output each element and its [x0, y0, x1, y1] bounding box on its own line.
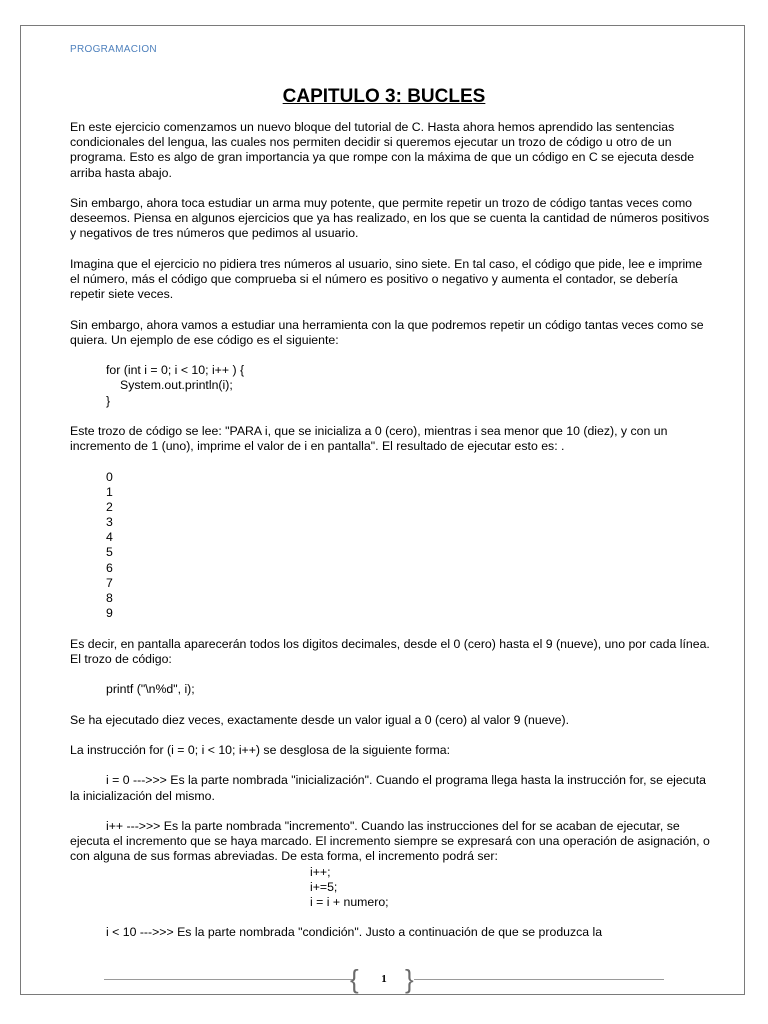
page-number: 1	[381, 973, 387, 985]
code-line: printf ("\n%d", i);	[106, 682, 195, 697]
paragraph: Sin embargo, ahora toca estudiar un arma muy potente, que permite repetir un trozo de código tantas veces como deseemos. Piensa en algunos ejercicios que ya has realizado, en los que se cuenta la cantidad de números positivos y negativos de tres números que pedimos al usuario.	[70, 196, 710, 241]
code-block-for-loop	[70, 363, 710, 409]
increment-forms-list	[70, 865, 710, 911]
paragraph: Sin embargo, ahora vamos a estudiar una herramienta con la que podremos repetir un código tantas veces como se quiera. Un ejemplo de ese código es el siguiente:	[70, 317, 704, 347]
output-digit: 1	[106, 484, 113, 499]
document-body	[70, 120, 710, 956]
paragraph: Es decir, en pantalla aparecerán todos los digitos decimales, desde el 0 (cero) hasta el 9 (nueve), uno por cada línea. El trozo de código:	[70, 636, 710, 666]
paragraph: En este ejercicio comenzamos un nuevo bloque del tutorial de C. Hasta ahora hemos aprendido las sentencias condicionales del lengua, las cuales nos permiten decidir si queremos ejecutar un trozo de código u otro de un programa. Esto es algo de gran importancia ya que rompe con la máxima de que un código en C se ejecuta desde arriba hasta abajo.	[70, 120, 695, 180]
paragraph-condition: i < 10 --->>> Es la parte nombrada "condición". Justo a continuación de que se produzca la	[106, 925, 603, 940]
paragraph: La instrucción for (i = 0; i < 10; i++) se desglosa de la siguiente forma:	[70, 742, 451, 757]
chapter-title: CAPITULO 3: BUCLES	[282, 86, 486, 107]
increment-form: i = i + numero;	[310, 894, 389, 909]
code-line: }	[106, 393, 111, 408]
header-label: PROGRAMACION	[70, 44, 157, 55]
footer-rule-left	[104, 979, 354, 980]
paragraph: Se ha ejecutado diez veces, exactamente desde un valor igual a 0 (cero) al valor 9 (nueve).	[70, 712, 569, 727]
output-digit: 0	[106, 469, 113, 484]
output-digit: 3	[106, 515, 113, 530]
increment-form: i+=5;	[310, 879, 338, 894]
output-digit: 8	[106, 591, 113, 606]
output-digit: 4	[106, 530, 113, 545]
output-digit: 9	[106, 606, 113, 621]
footer-brace-left: {	[350, 964, 359, 994]
increment-form: i++;	[310, 864, 331, 879]
output-digit: 5	[106, 545, 113, 560]
output-digit: 7	[106, 575, 113, 590]
code-block-printf	[70, 682, 710, 697]
code-line: System.out.println(i);	[120, 378, 233, 393]
paragraph-increment: i++ --->>> Es la parte nombrada "incremento". Cuando las instrucciones del for se acaban de ejecutar, se ejecuta el incremento que se haya marcado. El incremento siempre se expresará con una operación de asignación, o con alguna de sus formas abreviadas. De esta forma, el incremento podrá ser:	[70, 818, 710, 864]
output-digit: 2	[106, 499, 113, 514]
paragraph: Imagina que el ejercicio no pidiera tres números al usuario, sino siete. En tal caso, el código que pide, lee e imprime el número, más el código que comprueba si el número es positivo o negativo y aumenta el contador, se debería repetir siete veces.	[70, 256, 703, 302]
footer-brace-right: }	[405, 964, 414, 994]
paragraph-initialization: i = 0 --->>> Es la parte nombrada "inicialización". Cuando el programa llega hasta la instrucción for, se ejecuta la inicialización del mismo.	[70, 773, 706, 803]
output-digit: 6	[106, 560, 113, 575]
output-digits-list	[70, 470, 710, 622]
footer-rule-right	[414, 979, 664, 980]
code-line: for (int i = 0; i < 10; i++ ) {	[106, 363, 245, 378]
paragraph: Este trozo de código se lee: "PARA i, que se inicializa a 0 (cero), mientras i sea menor que 10 (diez), y con un incremento de 1 (uno), imprime el valor de i en pantalla". El resultado de ejecutar esto es: .	[70, 423, 668, 454]
